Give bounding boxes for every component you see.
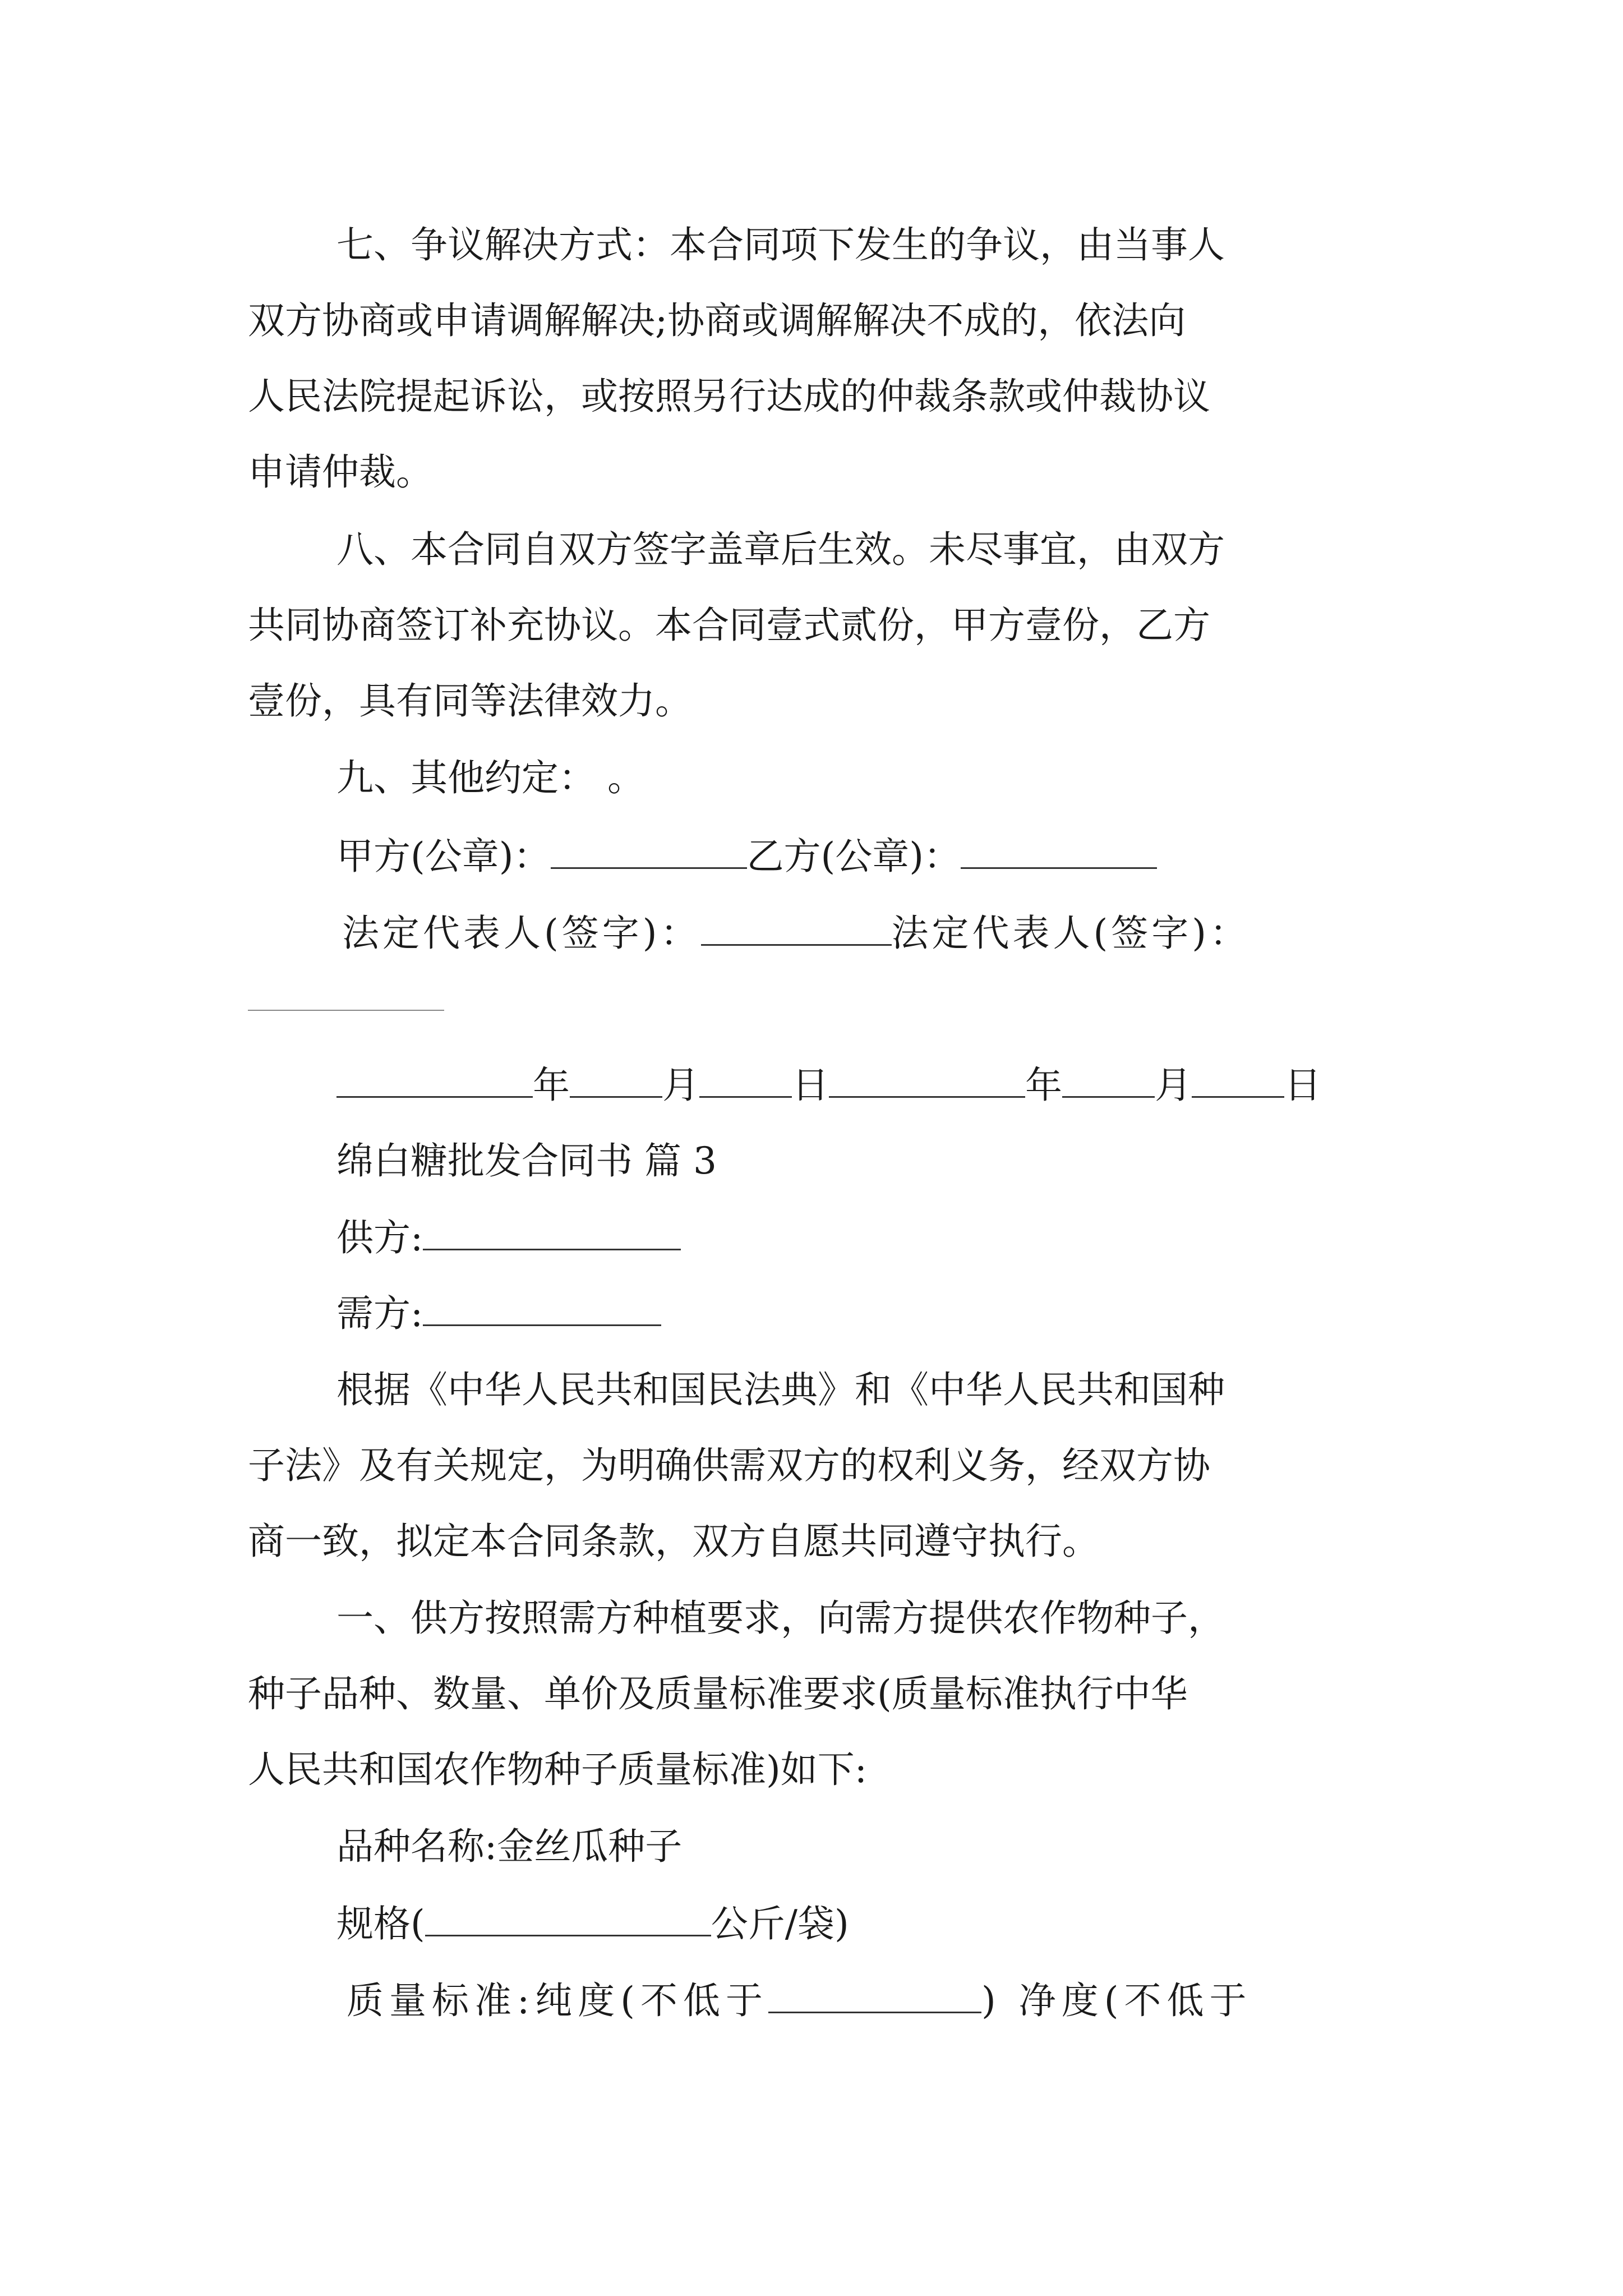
party-b-seal-label: 乙方(公章)： — [746, 835, 961, 878]
party-b-seal-blank — [961, 830, 1157, 869]
date-b-month-blank — [1062, 1059, 1155, 1098]
rep-a-label: 法定代表人(签字)： — [342, 912, 701, 955]
date-a-day-label: 日 — [792, 1064, 829, 1107]
date-a-year-blank — [336, 1059, 533, 1098]
party-a-seal-label: 甲方(公章)： — [336, 835, 551, 878]
section-7-line-1: 七、争议解决方式：本合同项下发生的争议，由当事人 — [336, 223, 1225, 266]
date-a-month-blank — [570, 1059, 662, 1098]
intro-line-1: 根据《中华人民共和国民法典》和《中华人民共和国种 — [336, 1368, 1225, 1411]
date-b-day-label: 日 — [1284, 1064, 1321, 1107]
clause-1-line-1: 一、供方按照需方种植要求，向需方提供农作物种子， — [336, 1596, 1225, 1640]
seal-line — [336, 830, 1157, 881]
date-b-year-label: 年 — [1025, 1064, 1062, 1107]
rep-b-label: 法定代表人(签字)： — [891, 912, 1250, 955]
date-b-month-label: 月 — [1155, 1064, 1192, 1107]
clause-1-line-2: 种子品种、数量、单价及质量标准要求(质量标准执行中华 — [248, 1672, 1188, 1715]
section-7-line-3: 人民法院提起诉讼，或按照另行达成的仲裁条款或仲裁协议 — [248, 375, 1210, 418]
date-a-month-label: 月 — [662, 1064, 699, 1107]
party-a-seal-blank — [551, 830, 747, 869]
supplier-blank — [423, 1212, 681, 1250]
variety-line: 品种名称:金丝瓜种子 — [336, 1825, 683, 1868]
date-a-day-blank — [699, 1059, 792, 1098]
buyer-blank — [423, 1287, 661, 1326]
clause-1-line-3: 人民共和国农作物种子质量标准)如下: — [248, 1748, 867, 1791]
supplier-label: 供方: — [336, 1216, 423, 1259]
spec-close-label: 公斤/袋) — [711, 1902, 849, 1945]
section-8-line-1: 八、本合同自双方签字盖章后生效。未尽事宜，由双方 — [336, 528, 1225, 571]
rep-a-blank — [701, 907, 892, 946]
quality-line — [347, 1975, 1252, 2025]
intro-line-3: 商一致，拟定本合同条款，双方自愿共同遵守执行。 — [248, 1520, 1099, 1563]
intro-line-2: 子法》及有关规定，为明确供需双方的权利义务，经双方协 — [248, 1444, 1210, 1487]
date-line — [336, 1059, 1321, 1110]
spec-line — [336, 1898, 849, 1948]
quality-label-b: ) 净度(不低于 — [981, 1979, 1252, 2022]
rep-b-blank-line — [248, 973, 444, 1024]
buyer-line — [336, 1287, 661, 1338]
section-8-line-2: 共同协商签订补充协议。本合同壹式贰份，甲方壹份，乙方 — [248, 604, 1210, 647]
contract-3-title: 绵白糖批发合同书 篇 3 — [336, 1139, 717, 1182]
purity-blank — [768, 1975, 981, 2013]
representative-line — [342, 907, 1250, 958]
buyer-label: 需方: — [336, 1292, 423, 1335]
section-8-line-3: 壹份，具有同等法律效力。 — [248, 679, 692, 723]
supplier-line — [336, 1212, 681, 1262]
section-7-line-4: 申请仲裁。 — [248, 450, 433, 494]
date-b-year-blank — [829, 1059, 1025, 1098]
spec-open-label: 规格( — [336, 1902, 425, 1945]
date-a-year-label: 年 — [533, 1064, 570, 1107]
rep-b-blank — [248, 987, 444, 1011]
section-9-line: 九、其他约定： 。 — [336, 756, 644, 799]
date-b-day-blank — [1192, 1059, 1284, 1098]
section-7-line-2: 双方协商或申请调解解决;协商或调解解决不成的，依法向 — [248, 299, 1186, 342]
quality-label-a: 质量标准:纯度(不低于 — [347, 1979, 768, 2022]
spec-blank — [425, 1898, 711, 1936]
